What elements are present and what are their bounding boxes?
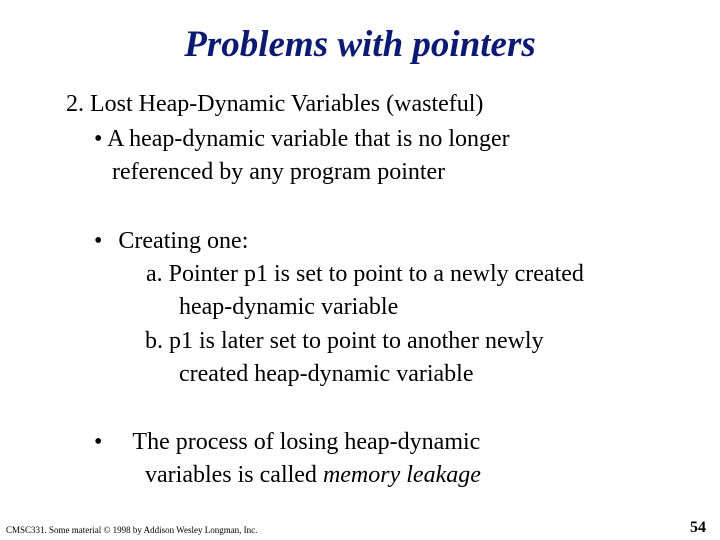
bullet-icon: • [94, 429, 103, 455]
step-b-line-1: b. p1 is later set to point to another newly [145, 328, 544, 354]
definition-line-2: referenced by any program pointer [112, 159, 446, 185]
slide-title: Problems with pointers [184, 24, 536, 65]
page-number: 54 [690, 519, 706, 536]
memory-leak-line-2 [145, 461, 481, 489]
memory-leak-line-1: The process of losing heap-dynamic [132, 429, 481, 455]
definition-bullet [94, 125, 510, 153]
memory-leak-bullet [94, 428, 480, 456]
creating-bullet [94, 227, 248, 255]
step-a-line-2: heap-dynamic variable [179, 294, 399, 320]
item-2-heading: 2. Lost Heap-Dynamic Variables (wasteful) [66, 91, 484, 117]
footer-copyright: CMSC331. Some material © 1998 by Addison Wesley Longman, Inc. [6, 525, 258, 535]
memory-leakage-term: memory leakage [322, 462, 481, 488]
bullet-icon: • [94, 126, 103, 152]
definition-line-1: A heap-dynamic variable that is no longer [107, 126, 510, 152]
step-a-line-1: a. Pointer p1 is set to point to a newly created [146, 261, 584, 287]
creating-label: Creating one: [118, 228, 249, 254]
step-b-line-2: created heap-dynamic variable [179, 361, 474, 387]
bullet-icon: • [94, 228, 103, 254]
memory-leak-line-2-prefix: variables is called [145, 462, 323, 488]
